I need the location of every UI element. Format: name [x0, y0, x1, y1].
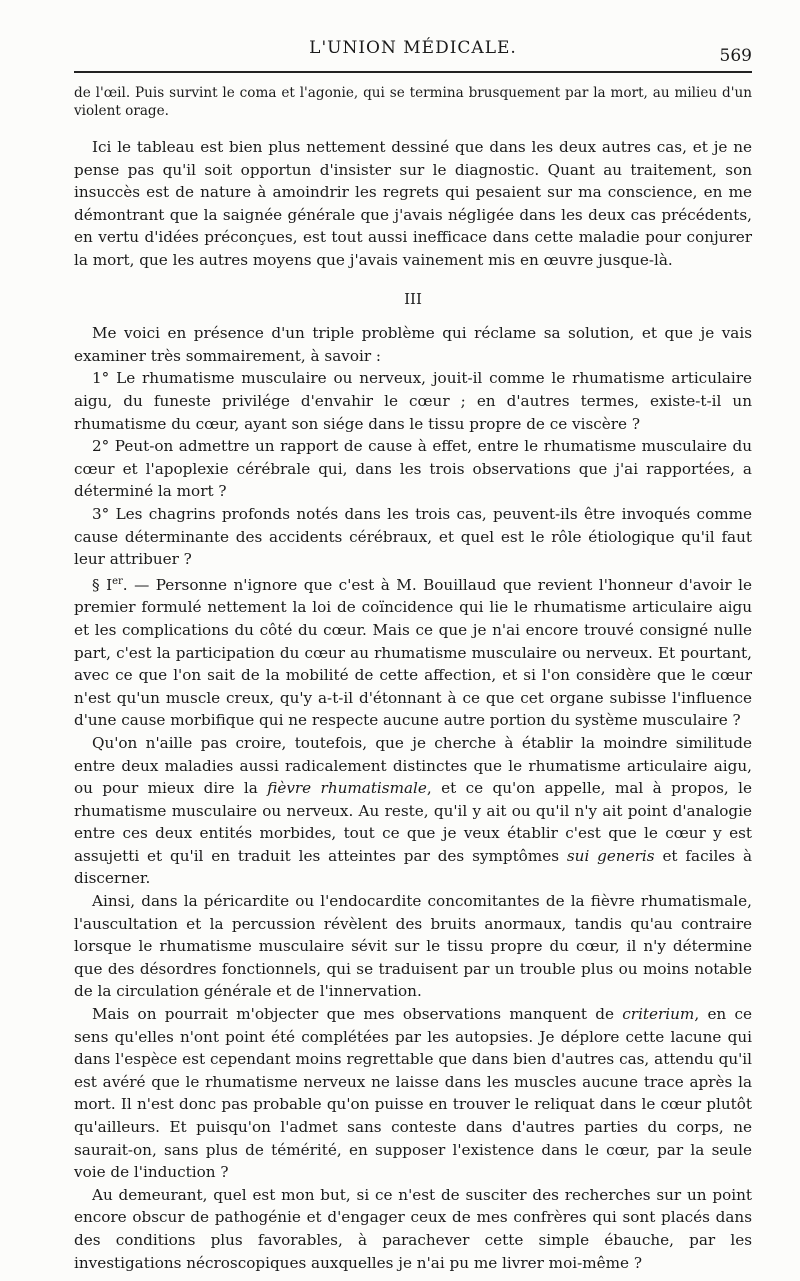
header-rule — [74, 71, 752, 73]
section-mark: § I — [92, 575, 113, 594]
italic-term: sui generis — [566, 846, 655, 865]
section-heading: III — [404, 289, 422, 308]
text-run: Mais on pourrait m'objecter que mes observations manquent de — [92, 1005, 623, 1024]
section-text: . — Personne n'ignore que c'est à M. Bouillaud que revient l'honneur d'avoir le premier formulé nettement la loi de coïncidence qui lie le rhumatisme articulaire aigu et les complications du côté du cœur. Mais ce que je n'ai encore trouvé consigné nulle part, c'est la participation du cœur au rhumatisme musculaire ou nerveux. Et pourtant, avec ce que l'on sait de la mobilité de cette affection, et si l'on considère que le cœur n'est qu'un muscle creux, qu'y a-t-il d'étonnant à ce que cet organe subisse l'influence d'une cause morbifique qui ne respecte aucune autre portion du système musculaire ? — [74, 575, 752, 730]
text-run: et faciles à discerner. — [74, 846, 753, 888]
page-header — [74, 0, 752, 72]
section-paragraph — [74, 571, 752, 732]
question-item: 1° Le rhumatisme musculaire ou nerveux, jouit-il comme le rhumatisme articulaire aigu, du funeste privilége d'envahir le cœur ; en d'autres termes, existe-t-il un rhumatisme du cœur, ayant son siége dans le tissu propre de ce viscère ? — [74, 369, 752, 433]
italic-term: fièvre rhumatismale — [267, 779, 427, 798]
italic-term: criterium — [622, 1005, 695, 1024]
running-title: L'UNION MÉDICALE. — [309, 38, 517, 58]
paragraph: Ainsi, dans la péricardite ou l'endocardite concomitantes de la fièvre rhumatismale, l'auscultation et la percussion révèlent des bruits anormaux, tandis qu'au contraire lorsque le rhumatisme musculaire sévit sur le tissu propre du cœur, il n'y détermine que des désordres fonctionnels, qui se traduisent par un trouble plus ou moins notable de la circulation générale et de l'innervation. — [74, 892, 752, 1001]
text-run: , et ce qu'on appelle, mal à propos, le rhumatisme musculaire ou nerveux. Au reste, qu'il y ait ou qu'il n'y ait point d'analogie entre ces deux entités morbides, tout ce que je veux établir c'est que le cœur y est assujetti et qu'il en traduit les atteintes par des symptômes — [74, 779, 752, 865]
text-run: , en ce sens qu'elles n'ont point été complétées par les autopsies. Je déplore cette lacune qui dans l'espèce est cependant moins regrettable que dans bien d'autres cas, attendu qu'il est avéré que le rhumatisme nerveux ne laisse dans les muscles aucune trace après la mort. Il n'est donc pas probable qu'on puisse en trouver le reliquat dans le cœur plutôt qu'ailleurs. Et puisqu'on l'admet sans conteste dans d'autres parties du corps, ne saurait-on, sans plus de témérité, en supposer l'existence dans le cœur, par la seule voie de l'induction ? — [74, 1005, 753, 1182]
paragraph — [74, 732, 752, 890]
paragraph-continuation: de l'œil. Puis survint le coma et l'agonie, qui se termina brusquement par la mort, au milieu d'un violent orage. — [74, 85, 752, 119]
section-mark-sup: er — [112, 575, 123, 587]
question-item: 3° Les chagrins profonds notés dans les trois cas, peuvent-ils être invoqués comme cause déterminante des accidents cérébraux, et quel est le rôle étiologique qu'il faut leur attribuer ? — [74, 504, 752, 569]
article-body — [74, 84, 752, 1274]
text-run: Qu'on n'aille pas croire, toutefois, que je cherche à établir la moindre similitude entre deux maladies aussi radicalement distinctes que le rhumatisme articulaire aigu, ou pour mieux dire la — [74, 733, 752, 798]
paragraph — [74, 1003, 752, 1184]
paragraph: Me voici en présence d'un triple problème qui réclame sa solution, et que je vais examiner très sommairement, à savoir : — [74, 324, 752, 365]
page-number: 569 — [719, 46, 752, 66]
question-item: 2° Peut-on admettre un rapport de cause à effet, entre le rhumatisme musculaire du cœur et l'apoplexie cérébrale qui, dans les trois observations que j'ai rapportées, a déterminé la mort ? — [74, 437, 752, 501]
paragraph: Au demeurant, quel est mon but, si ce n'est de susciter des recherches sur un point encore obscur de pathogénie et d'engager ceux de mes confrères qui sont placés dans des conditions plus favorables, à parachever cette simple ébauche, par les investigations nécroscopiques auxquelles je n'ai pu me livrer moi-même ? — [74, 1185, 752, 1272]
paragraph: Ici le tableau est bien plus nettement dessiné que dans les deux autres cas, et je ne pense pas qu'il soit opportun d'insister sur le diagnostic. Quant au traitement, son insuccès est de nature à amoindrir les regrets qui pesaient sur ma conscience, en me démontrant que la saignée générale que j'avais négligée dans les deux cas précédents, en vertu d'idées préconçues, est tout aussi inefficace dans cette maladie pour conjurer la mort, que les autres moyens que j'avais vainement mis en œuvre jusque-là. — [74, 138, 752, 269]
